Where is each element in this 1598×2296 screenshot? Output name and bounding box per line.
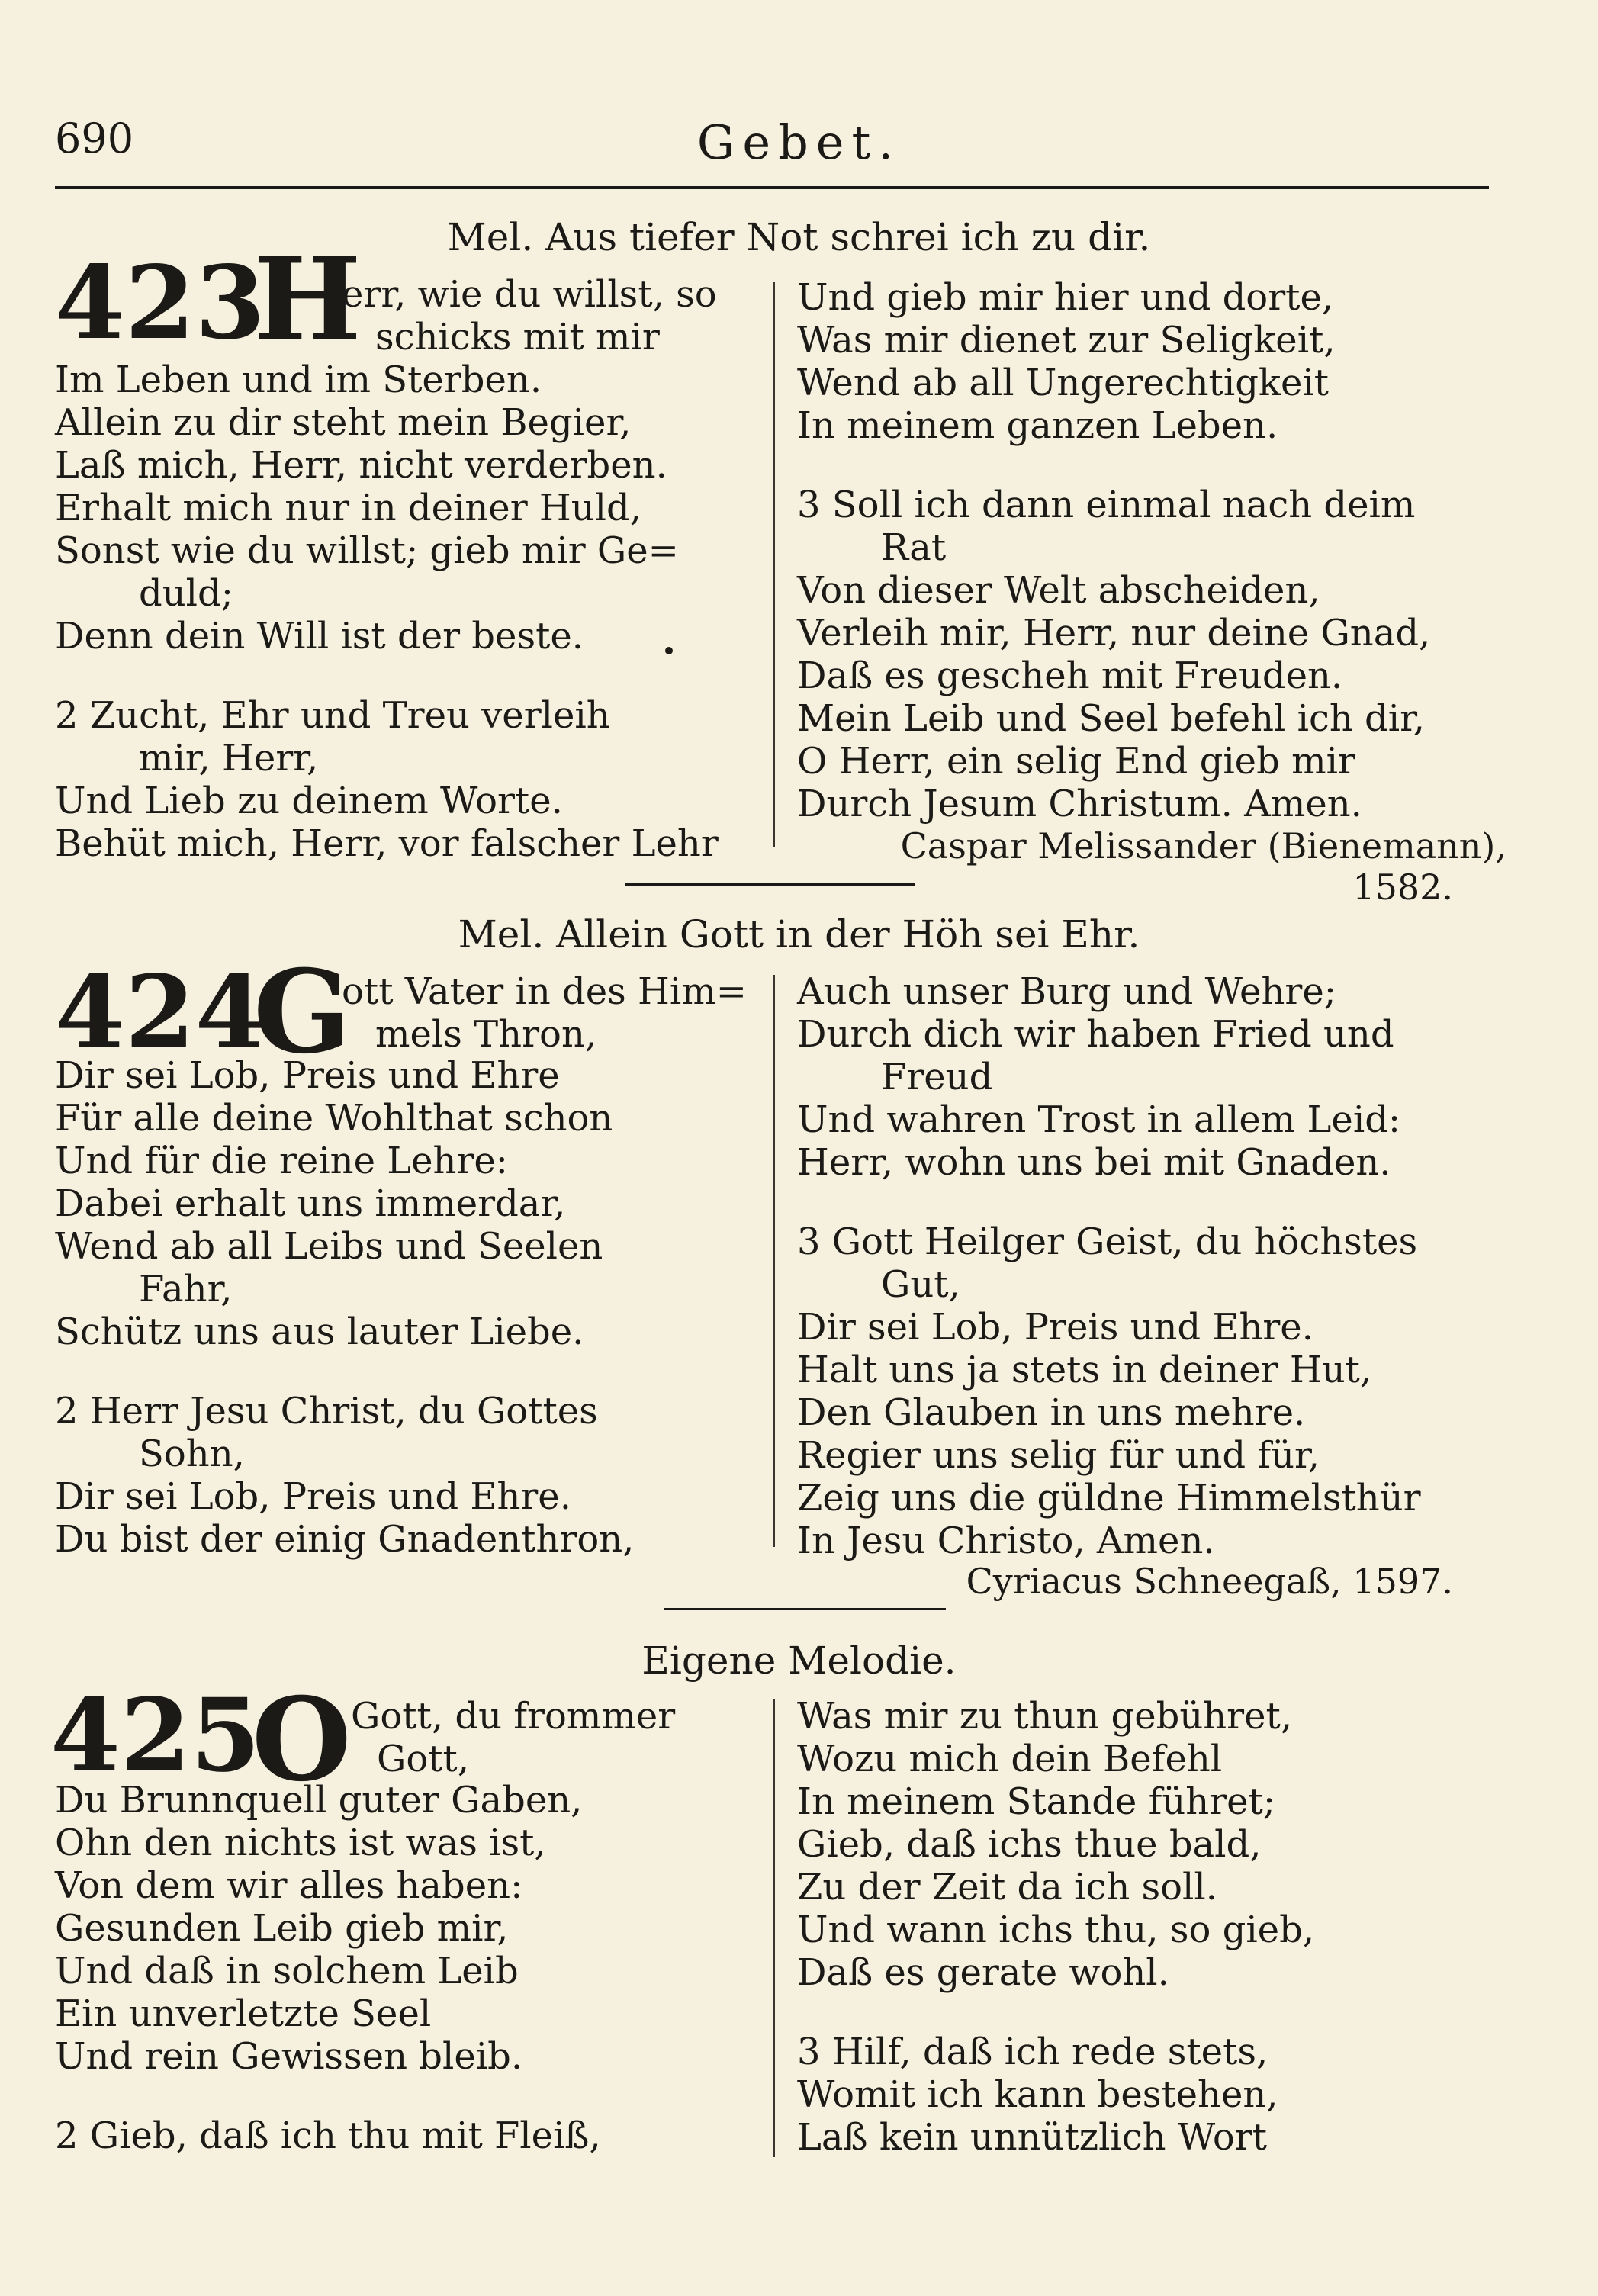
- stanza-gap: [55, 2078, 757, 2114]
- verse-line: Was mir zu thun gebühret,: [797, 1695, 1293, 1738]
- opening-line: Gott,: [377, 1738, 470, 1780]
- melody-423: Mel. Aus tiefer Not schrei ich zu dir.: [447, 215, 1151, 259]
- left-column-425: [55, 1779, 757, 2157]
- verse-line: Wend ab all Leibs und Seelen: [55, 1225, 603, 1268]
- verse-line: Laß kein unnützlich Wort: [797, 2116, 1268, 2159]
- drop-initial-424: G: [253, 945, 352, 1079]
- stanza-gap: [55, 658, 757, 694]
- verse-line: Herr, wohn uns bei mit Gnaden.: [797, 1141, 1391, 1184]
- verse-line: Und für die reine Lehre:: [55, 1140, 508, 1182]
- verse-line: Ohn den nichts ist was ist,: [55, 1822, 546, 1864]
- melody-424: Mel. Allein Gott in der Höh sei Ehr.: [458, 912, 1140, 957]
- stanza-gap: [797, 1994, 1506, 2031]
- verse-line: Allein zu dir steht mein Begier,: [55, 401, 632, 444]
- verse-line: O Herr, ein selig End gieb mir: [797, 740, 1355, 783]
- verse-line: Zu der Zeit da ich soll.: [797, 1866, 1218, 1909]
- verse-line: Und daß in solchem Leib: [55, 1950, 519, 1992]
- verse-line: Für alle deine Wohlthat schon: [55, 1097, 613, 1140]
- opening-line: Gott, du frommer: [351, 1695, 676, 1738]
- verse-line: Was mir dienet zur Seligkeit,: [797, 319, 1336, 362]
- verse-line: In meinem Stande führet;: [797, 1780, 1275, 1823]
- verse-line: Sohn,: [139, 1433, 245, 1475]
- verse-line: Auch unser Burg und Wehre;: [797, 970, 1336, 1013]
- verse-line: Den Glauben in uns mehre.: [797, 1391, 1306, 1434]
- verse-line: Durch Jesum Christum. Amen.: [797, 783, 1362, 825]
- verse-line: Von dieser Welt abscheiden,: [797, 569, 1320, 612]
- verse-line: Halt uns ja stets in deiner Hut,: [797, 1349, 1372, 1391]
- section-rule: [664, 1608, 946, 1610]
- melody-425: Eigene Melodie.: [641, 1638, 957, 1683]
- verse-line: Und Lieb zu deinem Worte.: [55, 780, 563, 822]
- verse-line: Laß mich, Herr, nicht verderben.: [55, 444, 667, 487]
- verse-line: Durch dich wir haben Fried und: [797, 1013, 1394, 1056]
- page-title: Gebet.: [696, 114, 902, 170]
- drop-initial-425: O: [252, 1673, 352, 1807]
- hymn-number-423: 423: [55, 244, 265, 362]
- hymn-number-425: 425: [50, 1677, 261, 1795]
- column-divider: [773, 1699, 775, 2157]
- right-column-424: [797, 970, 1506, 1562]
- verse-line: Und wann ichs thu, so gieb,: [797, 1909, 1315, 1951]
- verse-line: Du Brunnquell guter Gaben,: [55, 1779, 583, 1822]
- stanza-gap: [797, 447, 1506, 484]
- page-number: 690: [55, 114, 134, 162]
- column-divider: [773, 282, 775, 847]
- verse-line: mir, Herr,: [139, 737, 319, 780]
- left-column-424: [55, 1054, 757, 1561]
- ornament-dot: [665, 647, 673, 654]
- verse-line: Regier uns selig für und für,: [797, 1434, 1320, 1477]
- verse-line: Dabei erhalt uns immerdar,: [55, 1182, 566, 1225]
- verse-line: Und gieb mir hier und dorte,: [797, 276, 1334, 319]
- verse-line: Ein unverletzte Seel: [55, 1992, 432, 2035]
- column-divider: [773, 975, 775, 1547]
- verse-line: Denn dein Will ist der beste.: [55, 615, 584, 658]
- verse-line: Dir sei Lob, Preis und Ehre.: [797, 1306, 1313, 1349]
- opening-lines-425: [351, 1695, 675, 1780]
- verse-line: Verleih mir, Herr, nur deine Gnad,: [797, 612, 1431, 654]
- verse-line: In meinem ganzen Leben.: [797, 404, 1278, 447]
- verse-line: Daß es gescheh mit Freuden.: [797, 654, 1343, 697]
- verse-line: Und wahren Trost in allem Leid:: [797, 1098, 1401, 1141]
- header-rule: [55, 186, 1489, 189]
- hymn-number-424: 424: [55, 953, 265, 1072]
- verse-line: Mein Leib und Seel befehl ich dir,: [797, 697, 1426, 740]
- verse-line: Fahr,: [139, 1268, 233, 1310]
- left-column-423: [55, 359, 757, 865]
- verse-line: Wozu mich dein Befehl: [797, 1738, 1223, 1780]
- verse-line: Gut,: [881, 1263, 960, 1306]
- verse-line: Zeig uns die güldne Himmelsthür: [797, 1477, 1421, 1519]
- verse-line: Dir sei Lob, Preis und Ehre: [55, 1054, 560, 1097]
- verse-line: Rat: [881, 526, 947, 569]
- verse-line: Gieb, daß ichs thue bald,: [797, 1823, 1262, 1866]
- verse-line: 2 Gieb, daß ich thu mit Fleiß,: [55, 2114, 601, 2157]
- verse-line: Du bist der einig Gnadenthron,: [55, 1518, 635, 1561]
- verse-line: 2 Herr Jesu Christ, du Gottes: [55, 1390, 598, 1433]
- drop-initial-423: H: [253, 233, 362, 367]
- verse-line: Sonst wie du willst; gieb mir Ge=: [55, 529, 679, 572]
- opening-line: mels Thron,: [375, 1013, 597, 1056]
- year-423: 1582.: [1352, 867, 1453, 908]
- verse-line: Erhalt mich nur in deiner Huld,: [55, 487, 642, 529]
- verse-line: 3 Soll ich dann einmal nach deim: [797, 484, 1416, 526]
- stanza-gap: [797, 1184, 1506, 1220]
- verse-line: Und rein Gewissen bleib.: [55, 2035, 523, 2078]
- right-column-425: [797, 1695, 1506, 2159]
- verse-line: Womit ich kann bestehen,: [797, 2073, 1278, 2116]
- verse-line: duld;: [139, 572, 233, 615]
- verse-line: 3 Hilf, daß ich rede stets,: [797, 2031, 1268, 2073]
- right-column-423: [797, 276, 1506, 825]
- stanza-gap: [55, 1353, 757, 1390]
- verse-line: Schütz uns aus lauter Liebe.: [55, 1310, 584, 1353]
- opening-line: ott Vater in des Him=: [342, 970, 747, 1013]
- opening-lines-423: [342, 273, 717, 359]
- author-423: Caspar Melissander (Bienemann),: [900, 825, 1506, 867]
- verse-line: In Jesu Christo, Amen.: [797, 1519, 1215, 1562]
- verse-line: Behüt mich, Herr, vor falscher Lehr: [55, 822, 719, 865]
- author-424: Cyriacus Schneegaß, 1597.: [966, 1561, 1453, 1602]
- verse-line: Dir sei Lob, Preis und Ehre.: [55, 1475, 571, 1518]
- verse-line: Gesunden Leib gieb mir,: [55, 1907, 509, 1950]
- verse-line: Freud: [881, 1056, 993, 1098]
- opening-lines-424: [342, 970, 747, 1056]
- verse-line: 3 Gott Heilger Geist, du höchstes: [797, 1220, 1418, 1263]
- verse-line: Von dem wir alles haben:: [55, 1864, 523, 1907]
- section-rule: [625, 883, 915, 886]
- verse-line: 2 Zucht, Ehr und Treu verleih: [55, 694, 610, 737]
- verse-line: Im Leben und im Sterben.: [55, 359, 542, 401]
- opening-line: schicks mit mir: [375, 316, 660, 359]
- opening-line: err, wie du willst, so: [342, 273, 717, 316]
- verse-line: Daß es gerate wohl.: [797, 1951, 1169, 1994]
- verse-line: Wend ab all Ungerechtigkeit: [797, 362, 1330, 404]
